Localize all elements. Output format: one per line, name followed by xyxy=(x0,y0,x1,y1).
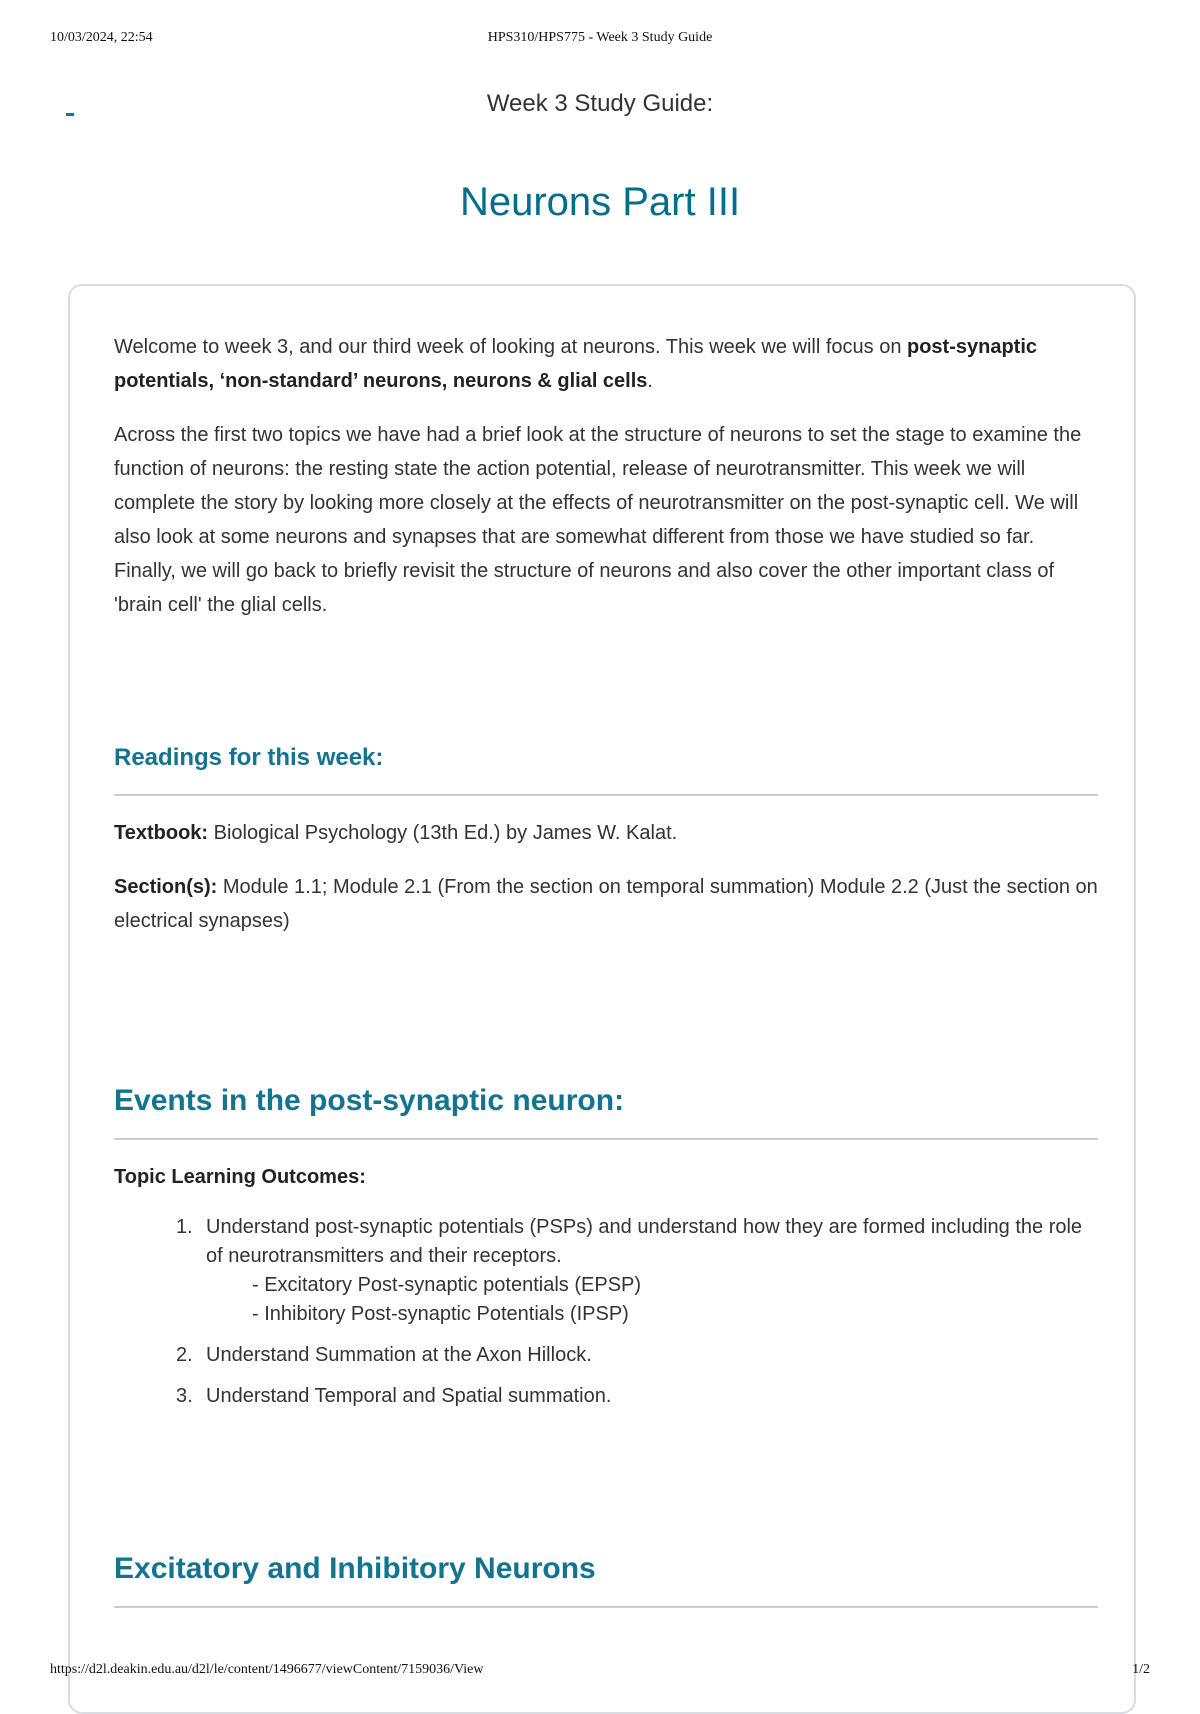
sections-line: Section(s): Module 1.1; Module 2.1 (From the section on temporal summation) Module 2.2 (Just the section on electrical synapses) xyxy=(114,876,1098,932)
readings-section xyxy=(114,744,1098,938)
list-item: 3. Understand Temporal and Spatial summation. xyxy=(176,1385,612,1407)
textbook-line: Textbook: Biological Psychology (13th Ed.) by James W. Kalat. xyxy=(114,822,678,844)
print-footer xyxy=(50,1662,1150,1682)
list-item: 2. Understand Summation at the Axon Hillock. xyxy=(176,1344,592,1366)
divider xyxy=(114,794,1098,796)
list-item: 1. Understand post-synaptic potentials (PSPs) and understand how they are formed including the role of neurotransmitters and their receptors. - Excitatory Post-synaptic potentials (EPSP) - Inhibitory Post-synaptic Potentials (IPSP) xyxy=(114,1213,1098,1329)
outcomes-label: Topic Learning Outcomes: xyxy=(114,1166,366,1188)
divider xyxy=(114,1606,1098,1608)
sections-label: Section(s): xyxy=(114,876,218,898)
print-page-number: 1/2 xyxy=(1132,1662,1150,1677)
intro-focus-topics: post-synaptic potentials, ‘non-standard’ neurons, neurons & glial cells xyxy=(114,336,1038,392)
events-section xyxy=(114,1084,1098,1411)
divider xyxy=(114,1138,1098,1140)
intro-paragraph-2: Across the first two topics we have had a brief look at the structure of neurons to set the stage to examine the function of neurons: the resting state the action potential, release of neurotransmitter. This week we will complete the story by looking more closely at the effects of neurotransmitter on the post-synaptic cell. We will also look at some neurons and synapses that are somewhat different from those we have studied so far. Finally, we will go back to briefly revisit the structure of neurons and also cover the other important class of 'brain cell' the glial cells. xyxy=(114,424,1082,616)
page-title: Neurons Part III xyxy=(459,180,741,224)
print-url: https://d2l.deakin.edu.au/d2l/le/content/1496677/viewContent/7159036/View xyxy=(50,1662,484,1677)
sub-item-epsp: - Excitatory Post-synaptic potentials (EPSP) xyxy=(252,1274,642,1296)
intro-paragraph-1: Welcome to week 3, and our third week of looking at neurons. This week we will focus on post-synaptic potentials, ‘non-standard’ neurons, neurons & glial cells. xyxy=(114,336,1038,392)
textbook-label: Textbook: xyxy=(114,822,209,844)
print-header xyxy=(50,30,1150,50)
content-card xyxy=(68,284,1136,1714)
print-date: 10/03/2024, 22:54 xyxy=(50,30,153,45)
page-kicker: Week 3 Study Guide: xyxy=(486,90,714,117)
intro-section xyxy=(114,330,1098,622)
print-document-title: HPS310/HPS775 - Week 3 Study Guide xyxy=(487,30,713,45)
sub-item-ipsp: - Inhibitory Post-synaptic Potentials (IPSP) xyxy=(252,1303,629,1325)
excitatory-section xyxy=(114,1552,1098,1608)
outcomes-list xyxy=(114,1213,1098,1411)
excitatory-heading: Excitatory and Inhibitory Neurons xyxy=(114,1552,596,1585)
readings-heading: Readings for this week: xyxy=(114,744,384,771)
events-heading: Events in the post-synaptic neuron: xyxy=(114,1084,625,1117)
